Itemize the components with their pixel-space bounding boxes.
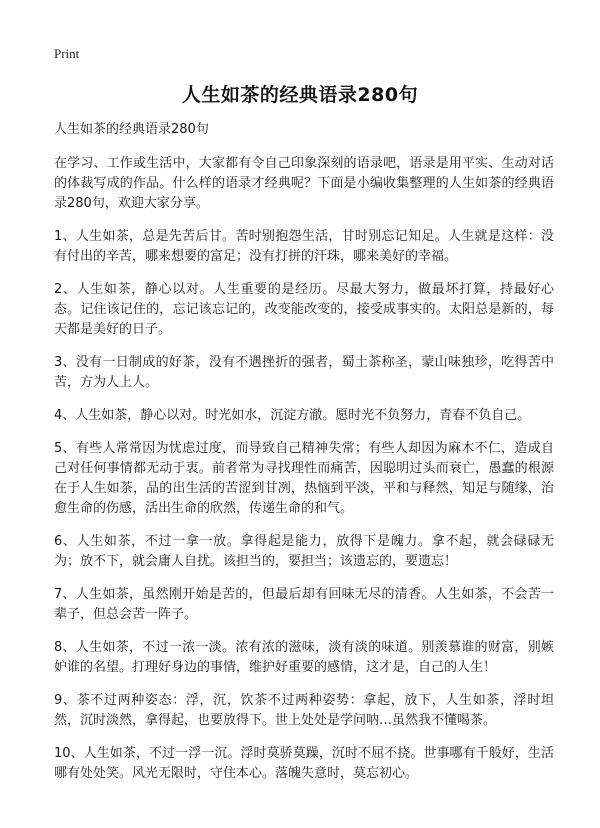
- print-link[interactable]: Print: [54, 46, 80, 61]
- quote-item: 1、人生如茶，总是先苦后甘。苦时别抱怨生活，甘时别忘记知足。人生就是这样：没有付出的辛苦，哪来想要的富足；没有打拼的汗珠，哪来美好的幸福。: [54, 229, 554, 264]
- quote-item: 5、有些人常常因为忧虑过度，而导致自己精神失常；有些人却因为麻木不仁，造成自己对任何事情都无动于衷。前者常为寻找理性而痛苦，因聪明过头而衰亡，愚蠢的根源在于人生如茶，品的出生活的苦涩到甘冽，热恼到平淡，平和与释然，知足与随缘，治愈生命的伤感，活出生命的欣然，传递生命的和气。: [54, 441, 554, 516]
- quote-item: 2、人生如茶，静心以对。人生重要的是经历。尽最大努力，做最坏打算，持最好心态。记住该记住的，忘记该忘记的，改变能改变的，接受成事实的。太阳总是新的，每天都是美好的日子。: [54, 282, 554, 337]
- quote-item: 6、人生如茶，不过一拿一放。拿得起是能力，放得下是魄力。拿不起，就会碌碌无为；放不下，就会庸人自扰。该担当的，要担当；该遗忘的，要遗忘！: [54, 534, 554, 569]
- page-title: 人生如茶的经典语录280句: [181, 84, 419, 106]
- article-body: [54, 120, 554, 797]
- intro-paragraph: 在学习、工作或生活中，大家都有令自己印象深刻的语录吧，语录是用平实、生动对话的体裁写成的作品。什么样的语录才经典呢？下面是小编收集整理的人生如茶的经典语录280句，欢迎大家分享。: [54, 156, 554, 211]
- article-subtitle: 人生如茶的经典语录280句: [54, 122, 209, 137]
- quote-item: 3、没有一日制成的好茶，没有不遇挫折的强者，蜀土茶称圣，蒙山味独珍，吃得苦中苦，方为人上人。: [54, 355, 554, 390]
- quote-item: 9、茶不过两种姿态：浮，沉，饮茶不过两种姿势：拿起，放下，人生如茶，浮时坦然，沉时淡然，拿得起，也要放得下。世上处处是学问呐…虽然我不懂喝茶。: [54, 693, 554, 728]
- quote-item: 8、人生如茶，不过一浓一淡。浓有浓的滋味，淡有淡的味道。别羡慕谁的财富，别嫉妒谁的名望。打理好身边的事情，维护好重要的感情，这才是，自己的人生！: [54, 640, 554, 675]
- quote-item: 4、人生如茶，静心以对。时光如水，沉淀方澈。愿时光不负努力，青春不负自己。: [54, 408, 531, 423]
- quote-item: 10、人生如茶，不过一浮一沉。浮时莫骄莫躁，沉时不屈不挠。世事哪有千般好，生活哪有处处笑。风光无限时，守住本心。落魄失意时，莫忘初心。: [54, 746, 554, 781]
- quote-item: 7、人生如茶，虽然刚开始是苦的，但最后却有回味无尽的清香。人生如茶，不会苦一辈子，但总会苦一阵子。: [54, 587, 554, 622]
